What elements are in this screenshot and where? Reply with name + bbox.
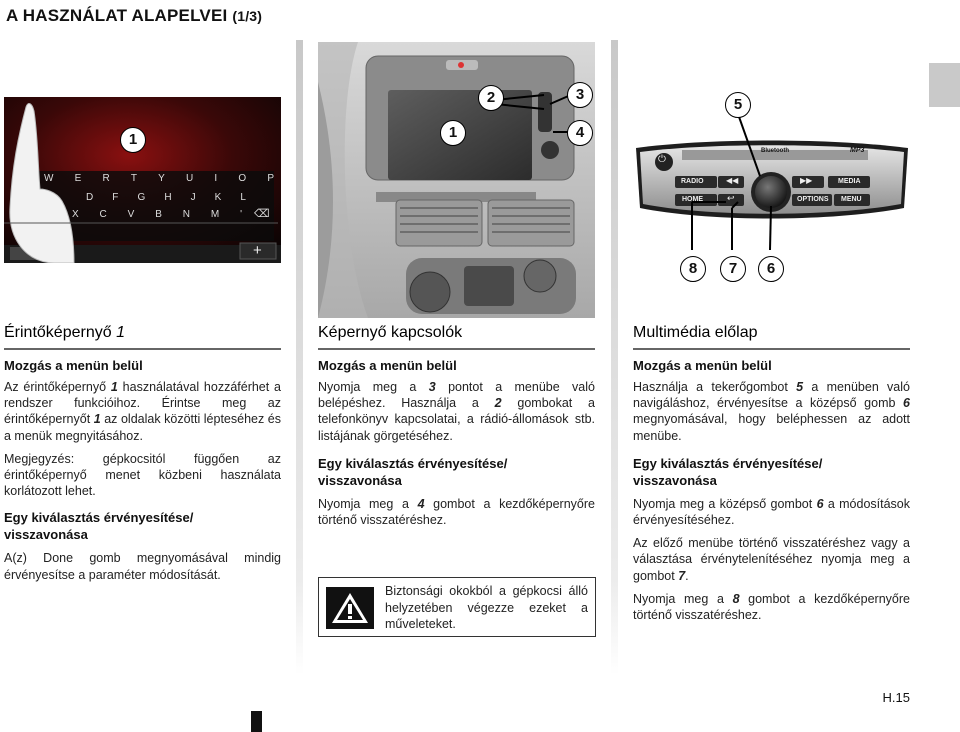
callout-5: 5 [725,92,751,118]
column-screen-controls-text [318,357,595,528]
radio-button[interactable]: RADIO [681,178,704,185]
section-rule [4,348,281,350]
section-title-multimedia: Multimédia előlap [633,324,758,341]
key-k[interactable]: K [214,192,222,203]
chapter-tab [929,63,960,107]
callout-8: 8 [680,256,706,282]
keyboard-row-2 [86,192,246,203]
column-touchscreen-text [4,357,281,583]
paragraph-home: Nyomja meg a 8 gombot a kezdőképernyőre történő visszatéréshez. [633,591,910,623]
key-g[interactable]: G [137,192,146,203]
key-apostrophe[interactable]: ' [240,209,242,220]
key-i[interactable]: I [214,173,218,184]
key-v[interactable]: V [127,209,135,220]
key-j[interactable]: J [190,192,196,203]
paragraph-back: Az előző menübe történő visszatéréshez vagy a választása érvénytelenítéséhez nyomja meg a gombot 7. [633,536,910,583]
subheading-validate: Egy kiválasztás érvényesítése/ visszavonása [633,455,823,488]
paragraph-controls-usage: Nyomja meg a 3 pontot a menübe való belépéshez. Használja a 2 gombokat a telefonkönyv kapcsolatai, a rádió-állomások stb. listájának görgetéséhez. [318,380,596,443]
bottom-marker [251,711,262,732]
key-r[interactable]: R [102,173,110,184]
key-y[interactable]: Y [158,173,165,184]
key-u[interactable]: U [186,173,194,184]
key-e[interactable]: E [74,173,82,184]
back-icon[interactable]: ↩ [727,193,735,203]
callout-7: 7 [720,256,746,282]
plus-button[interactable]: + [253,242,262,259]
callout-1: 1 [120,127,146,153]
callout-6: 6 [758,256,784,282]
figure-screen-controls [318,42,595,318]
callout-4: 4 [567,120,593,146]
key-d[interactable]: D [86,192,94,203]
bluetooth-label: Bluetooth [761,148,789,154]
subheading-navigation: Mozgás a menün belül [318,358,457,373]
subheading-navigation: Mozgás a menün belül [633,358,772,373]
paragraph-note: Megjegyzés: gépkocsitól függően az érintőképernyő menet közbeni használata korlátozott lehet. [4,451,281,499]
callout-3: 3 [567,82,593,108]
menu-button[interactable]: MENU [841,196,862,203]
key-t[interactable]: T [130,173,137,184]
media-button[interactable]: MEDIA [838,178,861,185]
section-rule [318,348,595,350]
key-f[interactable]: F [112,192,119,203]
paragraph-home: Nyomja meg a 4 gombot a kezdőképernyőre történő visszatéréshez. [318,496,595,528]
key-n[interactable]: N [182,209,190,220]
subheading-validate: Egy kiválasztás érvényesítése/ visszavonása [318,455,508,488]
key-c[interactable]: C [99,209,107,220]
subheading-navigation: Mozgás a menün belül [4,358,143,373]
page-title: A HASZNÁLAT ALAPELVEI (1/3) [6,6,263,25]
home-button[interactable]: HOME [682,196,703,203]
keyboard-row-1 [44,173,274,184]
paragraph-rotary: Használja a tekerőgombot 5 a menüben való navigáláshoz, érvényesítse a középső gomb 6 megnyomásával, hogy beléphessen az adott menübe. [633,380,910,443]
key-l[interactable]: L [240,192,246,203]
warning-text: Biztonsági okokból a gépkocsi álló helyzetében végezze ezeket a műveleteket. [385,584,588,631]
paragraph-touchscreen-usage: Az érintőképernyő 1 használatával hozzáférhet a rendszer funkcióihoz. Érintse meg az érintőképernyőt 1 az oldalak közötti lépteséhez és a menük megnyitásához. [4,380,281,443]
key-o[interactable]: O [238,173,247,184]
next-icon[interactable]: ▶▶ [800,176,813,185]
options-button[interactable]: OPTIONS [797,196,829,203]
page-number: H.15 [882,690,910,705]
key-p[interactable]: P [267,173,274,184]
paragraph-done: A(z) Done gomb megnyomásával mindig érvényesítse a paraméter módosítását. [4,551,281,582]
key-m[interactable]: M [210,209,220,220]
keyboard-row-3 [72,209,242,220]
mp3-label: MP3 [850,147,865,154]
key-w[interactable]: W [44,173,54,184]
subheading-validate: Egy kiválasztás érvényesítése/ visszavonása [4,510,194,543]
backspace-icon[interactable]: ⌫ [254,208,270,220]
power-icon[interactable]: ⏻ [658,154,666,165]
column-divider-right [611,40,618,675]
column-multimedia-text [633,357,910,623]
section-title-screen-controls: Képernyő kapcsolók [318,324,463,341]
key-b[interactable]: B [155,209,162,220]
column-divider-left [296,40,303,675]
section-title-touchscreen: Érintőképernyő 1 [4,324,125,341]
section-rule [633,348,910,350]
key-h[interactable]: H [164,192,172,203]
key-x[interactable]: X [72,209,79,220]
figure-touchscreen [4,97,281,263]
previous-icon[interactable]: ◀◀ [726,176,739,185]
callout-1: 1 [440,120,466,146]
paragraph-center-button: Nyomja meg a középső gombot 6 a módosítások érvényesítéséhez. [633,496,911,528]
warning-icon [326,587,374,629]
page-title-suffix: (1/3) [232,8,263,24]
figure-multimedia-panel [630,90,915,286]
callout-2: 2 [478,85,504,111]
